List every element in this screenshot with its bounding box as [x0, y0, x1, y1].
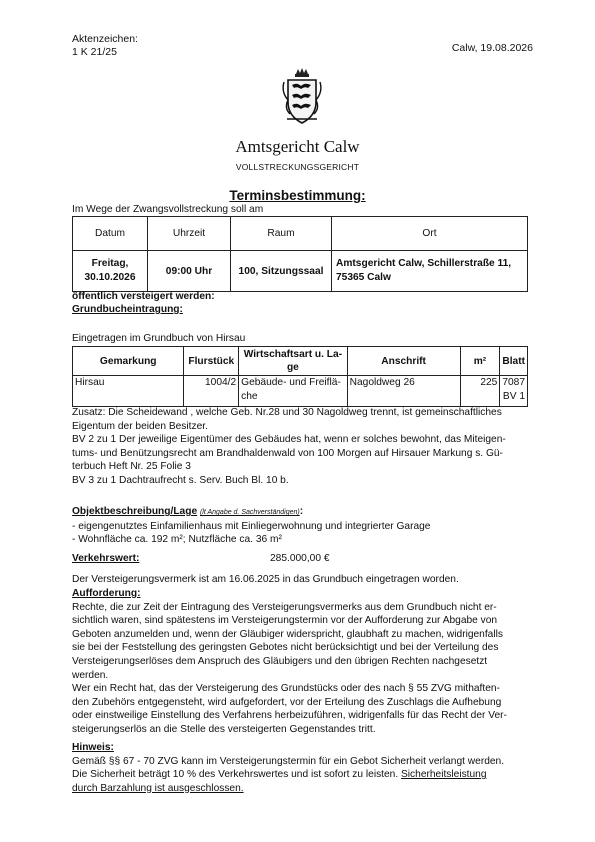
ort-line-1: Amtsgericht Calw, Schillerstraße 11,	[336, 258, 512, 269]
aktenzeichen-block	[72, 33, 138, 59]
table-row	[73, 376, 528, 407]
place-date: Calw, 19.08.2026	[451, 42, 533, 54]
datum-date: 30.10.2026	[84, 272, 136, 283]
col-uhrzeit: Uhrzeit	[148, 217, 231, 251]
cell-flurstueck: 1004/2	[184, 376, 239, 407]
col-datum: Datum	[73, 217, 148, 251]
cell-uhrzeit: 09:00 Uhr	[148, 251, 231, 292]
cell-anschrift: Nagoldweg 26	[347, 376, 460, 407]
grundbuch-heading: Grundbucheintragung:	[72, 304, 183, 315]
objekt-heading-line	[72, 505, 530, 520]
aufforderung-line: steigerungserlös an die Stelle des versteigerten Gegenstandes tritt.	[72, 723, 376, 735]
aktenzeichen-value: 1 K 21/25	[72, 46, 117, 58]
objekt-block	[72, 505, 530, 547]
aufforderung-line: Geboten anzumelden und, wenn der Gläubiger widerspricht, glaubhaft zu machen, widrigenfalls	[72, 628, 503, 640]
cell-m2: 225	[460, 376, 500, 407]
termin-table	[72, 216, 528, 292]
intro-text: Im Wege der Zwangsvollstreckung soll am	[72, 204, 264, 215]
blatt-value-1: 7087	[502, 377, 525, 388]
wirtschaftsart-line-2: ge	[286, 362, 299, 373]
hinweis-line: durch Barzahlung ist ausgeschlossen.	[72, 782, 244, 794]
aufforderung-line: werden.	[72, 669, 109, 681]
grundbuch-intro: Eingetragen im Grundbuch von Hirsau	[72, 333, 246, 344]
zusatz-line: terbuch Heft Nr. 25 Folie 3	[72, 461, 191, 473]
verkehrswert-value: 285.000,00 €	[270, 553, 330, 564]
col-blatt: Blatt	[500, 347, 528, 376]
col-gemarkung: Gemarkung	[73, 347, 184, 376]
aufforderung-line: den Zubehörs entgegensteht, wird aufgefordert, vor der Erteilung des Zuschlags die Aufhebung	[72, 696, 502, 708]
aufforderung-line: sie bei der Feststellung des geringsten Gebotes nicht berücksichtigt und bei der Verteilung des	[72, 642, 499, 654]
court-department: VOLLSTRECKUNGSGERICHT	[235, 162, 360, 172]
col-m2: m²	[460, 347, 500, 376]
table-row	[73, 251, 528, 292]
zusatz-line: BV 2 zu 1 Der jeweilige Eigentümer des Gebäudes hat, wenn er solches bewohnt, das Miteigen-	[72, 434, 506, 446]
blatt-value-2: BV 1	[502, 391, 525, 402]
col-anschrift: Anschrift	[347, 347, 460, 376]
cell-datum	[73, 251, 148, 292]
verkehrswert-label: Verkehrswert:	[72, 553, 140, 564]
col-flurstueck: Flurstück	[184, 347, 239, 376]
wirtschaftsart-line-1: Wirtschaftsart u. La-	[243, 349, 343, 360]
versteigert-text: öffentlich versteigert werden:	[72, 291, 215, 302]
hinweis-block	[72, 741, 530, 795]
objekt-heading: Objektbeschreibung/Lage	[72, 506, 198, 517]
grundbuch-table-header	[73, 347, 528, 376]
cell-gemarkung: Hirsau	[73, 376, 184, 407]
col-wirtschaftsart	[239, 347, 347, 376]
grundbuch-table	[72, 346, 528, 407]
objekt-note: (lt Angabe d. Sachverständigen)	[199, 509, 300, 516]
termin-table-header	[73, 217, 528, 251]
hinweis-underlined: Sicherheitsleistung	[401, 769, 487, 781]
col-ort: Ort	[332, 217, 528, 251]
zusatz-line: Zusatz: Die Scheidewand , welche Geb. Nr.28 und 30 Nagoldweg trennt, ist gemeinschaftliches	[72, 407, 502, 418]
zusatz-line: BV 3 zu 1 Dachtraufrecht s. Serv. Buch Bl. 10 b.	[72, 474, 289, 486]
cell-raum: 100, Sitzungssaal	[231, 251, 332, 292]
hinweis-heading: Hinweis:	[72, 742, 114, 753]
ort-line-2: 75365 Calw	[336, 272, 391, 283]
aktenzeichen-label: Aktenzeichen:	[72, 33, 138, 45]
aufforderung-heading: Aufforderung:	[72, 588, 141, 599]
wirtschaftsart-value-1: Gebäude- und Freiflä-	[241, 377, 341, 388]
cell-wirtschaftsart	[239, 376, 347, 407]
hinweis-line: Gemäß §§ 67 - 70 ZVG kann im Versteigerungstermin für ein Gebot Sicherheit verlangt werden.	[72, 755, 505, 767]
cell-ort	[332, 251, 528, 292]
zusatz-line: Eigentum der beiden Besitzer.	[72, 420, 208, 432]
objekt-colon: :	[299, 506, 304, 517]
zusatz-block	[72, 406, 530, 488]
aufforderung-line: Wer ein Recht hat, das der Versteigerung des Grundstücks oder des nach § 55 ZVG mithaften-	[72, 683, 500, 695]
zusatz-line: tums- und Benützungsrecht am Brandhaldenwald von 100 Morgen auf Hirsauer Markung s. Gü-	[72, 447, 503, 459]
vermerk-text: Der Versteigerungsvermerk ist am 16.06.2025 in das Grundbuch eingetragen worden.	[72, 574, 459, 585]
aufforderung-line: sichtlich waren, sind spätestens im Versteigerungstermin vor der Aufforderung zur Abgabe von	[72, 615, 498, 627]
hinweis-line-part: Die Sicherheit beträgt 10 % des Verkehrswertes und ist sofort zu leisten.	[72, 769, 401, 781]
court-name: Amtsgericht Calw	[235, 137, 360, 156]
cell-blatt	[500, 376, 528, 407]
aufforderung-block	[72, 587, 530, 737]
objekt-line: - eigengenutztes Einfamilienhaus mit Einliegerwohnung und integrierter Garage	[72, 520, 431, 532]
aufforderung-line: Rechte, die zur Zeit der Eintragung des Versteigerungsvermerks aus dem Grundbuch nicht er-	[72, 601, 497, 613]
hinweis-line	[72, 768, 530, 782]
coat-of-arms-icon	[281, 68, 323, 126]
aufforderung-line: oder einstweilige Einstellung des Verfahrens herbeizuführen, widrigenfalls für das Recht der Ver-	[72, 710, 507, 722]
objekt-line: - Wohnfläche ca. 192 m²; Nutzfläche ca. 36 m²	[72, 534, 282, 546]
wirtschaftsart-value-2: che	[241, 391, 258, 402]
aufforderung-line: Versteigerungserlöses dem Anspruch des Gläubigers und den übrigen Rechten nachgesetzt	[72, 655, 488, 667]
datum-day: Freitag,	[91, 258, 129, 269]
page-title: Terminsbestimmung:	[229, 188, 366, 203]
col-raum: Raum	[231, 217, 332, 251]
